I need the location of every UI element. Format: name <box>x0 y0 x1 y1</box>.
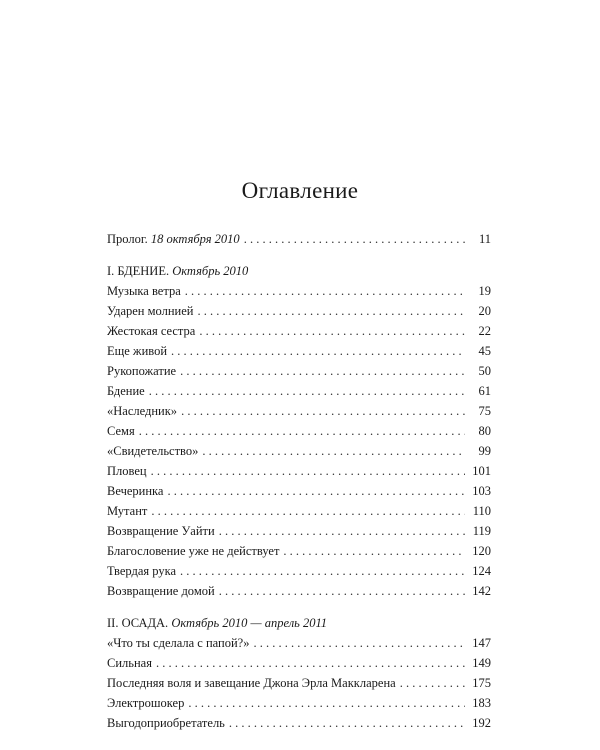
toc-entry-title: Возвращение Уайти <box>107 524 215 538</box>
toc-page-number: 20 <box>478 304 491 318</box>
dot-leader <box>229 713 465 733</box>
toc-entry-title: Пролог. 18 октября 2010 <box>107 232 240 246</box>
toc-page-number: 147 <box>472 636 491 650</box>
toc-entry-prologue <box>107 229 491 249</box>
toc-entry <box>107 381 491 401</box>
toc-entry <box>107 521 491 541</box>
dot-leader <box>180 561 465 581</box>
toc-entry-title: Вечеринка <box>107 484 164 498</box>
toc-page-number: 61 <box>478 384 491 398</box>
toc-entry <box>107 341 491 361</box>
toc-entry <box>107 421 491 441</box>
dot-leader <box>151 501 465 521</box>
dot-leader <box>171 341 465 361</box>
dot-leader <box>202 441 465 461</box>
part-heading-2: II. ОСАДА. Октябрь 2010 — апрель 2011 <box>107 616 328 630</box>
toc-entry-title: Пловец <box>107 464 147 478</box>
toc-entry-title: Ударен молнией <box>107 304 194 318</box>
toc-page-number: 50 <box>478 364 491 378</box>
toc-entry-title: Жестокая сестра <box>107 324 196 338</box>
dot-leader <box>156 653 465 673</box>
table-of-contents <box>107 229 491 733</box>
toc-entry-title: Последняя воля и завещание Джона Эрла Маккларена <box>107 676 396 690</box>
toc-entry-title: «Что ты сделала с папой?» <box>107 636 250 650</box>
dot-leader <box>188 693 465 713</box>
toc-page-number: 120 <box>472 544 491 558</box>
toc-entry-title: Благословение уже не действует <box>107 544 280 558</box>
page-title: Оглавление <box>241 178 359 203</box>
toc-entry <box>107 361 491 381</box>
toc-entry <box>107 653 491 673</box>
toc-entry <box>107 581 491 601</box>
toc-page-number: 22 <box>478 324 491 338</box>
dot-leader <box>197 301 465 321</box>
dot-leader <box>253 633 465 653</box>
toc-entry <box>107 441 491 461</box>
toc-entry-title: Выгодоприобретатель <box>107 716 225 730</box>
toc-page-number: 19 <box>478 284 491 298</box>
toc-entry-title: «Свидетельство» <box>107 444 199 458</box>
dot-leader <box>219 581 465 601</box>
toc-entry <box>107 481 491 501</box>
toc-entry-title: Электрошокер <box>107 696 185 710</box>
dot-leader <box>199 321 465 341</box>
toc-page-number: 149 <box>472 656 491 670</box>
toc-page-number: 183 <box>472 696 491 710</box>
toc-entry <box>107 321 491 341</box>
toc-entry <box>107 461 491 481</box>
toc-entry-title: Мутант <box>107 504 148 518</box>
dot-leader <box>181 401 465 421</box>
toc-entry-title: Еще живой <box>107 344 168 358</box>
toc-page-number: 110 <box>472 504 491 518</box>
toc-entry <box>107 281 491 301</box>
toc-page-number: 175 <box>472 676 491 690</box>
toc-page-number: 124 <box>472 564 491 578</box>
dot-leader <box>139 421 465 441</box>
toc-entry-title: Твердая рука <box>107 564 177 578</box>
toc-entry-title: Рукопожатие <box>107 364 177 378</box>
toc-entry <box>107 301 491 321</box>
toc-page-number: 45 <box>478 344 491 358</box>
toc-entry-title: Сильная <box>107 656 152 670</box>
toc-entry-title: Семя <box>107 424 135 438</box>
dot-leader <box>185 281 465 301</box>
dot-leader <box>151 461 465 481</box>
toc-entry <box>107 713 491 733</box>
toc-page-number: 80 <box>478 424 491 438</box>
dot-leader <box>180 361 465 381</box>
toc-entry <box>107 501 491 521</box>
dot-leader <box>244 229 465 249</box>
toc-entry <box>107 693 491 713</box>
toc-page-number: 99 <box>478 444 491 458</box>
toc-page-number: 142 <box>472 584 491 598</box>
toc-page-number: 103 <box>472 484 491 498</box>
toc-entry <box>107 401 491 421</box>
dot-leader <box>149 381 465 401</box>
toc-entry-title: «Наследник» <box>107 404 178 418</box>
toc-page-number: 101 <box>472 464 491 478</box>
toc-entry <box>107 673 491 693</box>
toc-entry-title: Бдение <box>107 384 145 398</box>
part-heading-1: I. БДЕНИЕ. Октябрь 2010 <box>107 264 249 278</box>
toc-entry <box>107 633 491 653</box>
toc-entry <box>107 541 491 561</box>
toc-page-number: 192 <box>472 716 491 730</box>
dot-leader <box>283 541 465 561</box>
toc-page-number: 11 <box>478 232 491 246</box>
toc-entry <box>107 561 491 581</box>
dot-leader <box>400 673 465 693</box>
toc-entry-title: Возвращение домой <box>107 584 215 598</box>
toc-entry-title: Музыка ветра <box>107 284 181 298</box>
toc-page-number: 119 <box>472 524 491 538</box>
toc-page-number: 75 <box>478 404 491 418</box>
dot-leader <box>219 521 465 541</box>
dot-leader <box>167 481 465 501</box>
